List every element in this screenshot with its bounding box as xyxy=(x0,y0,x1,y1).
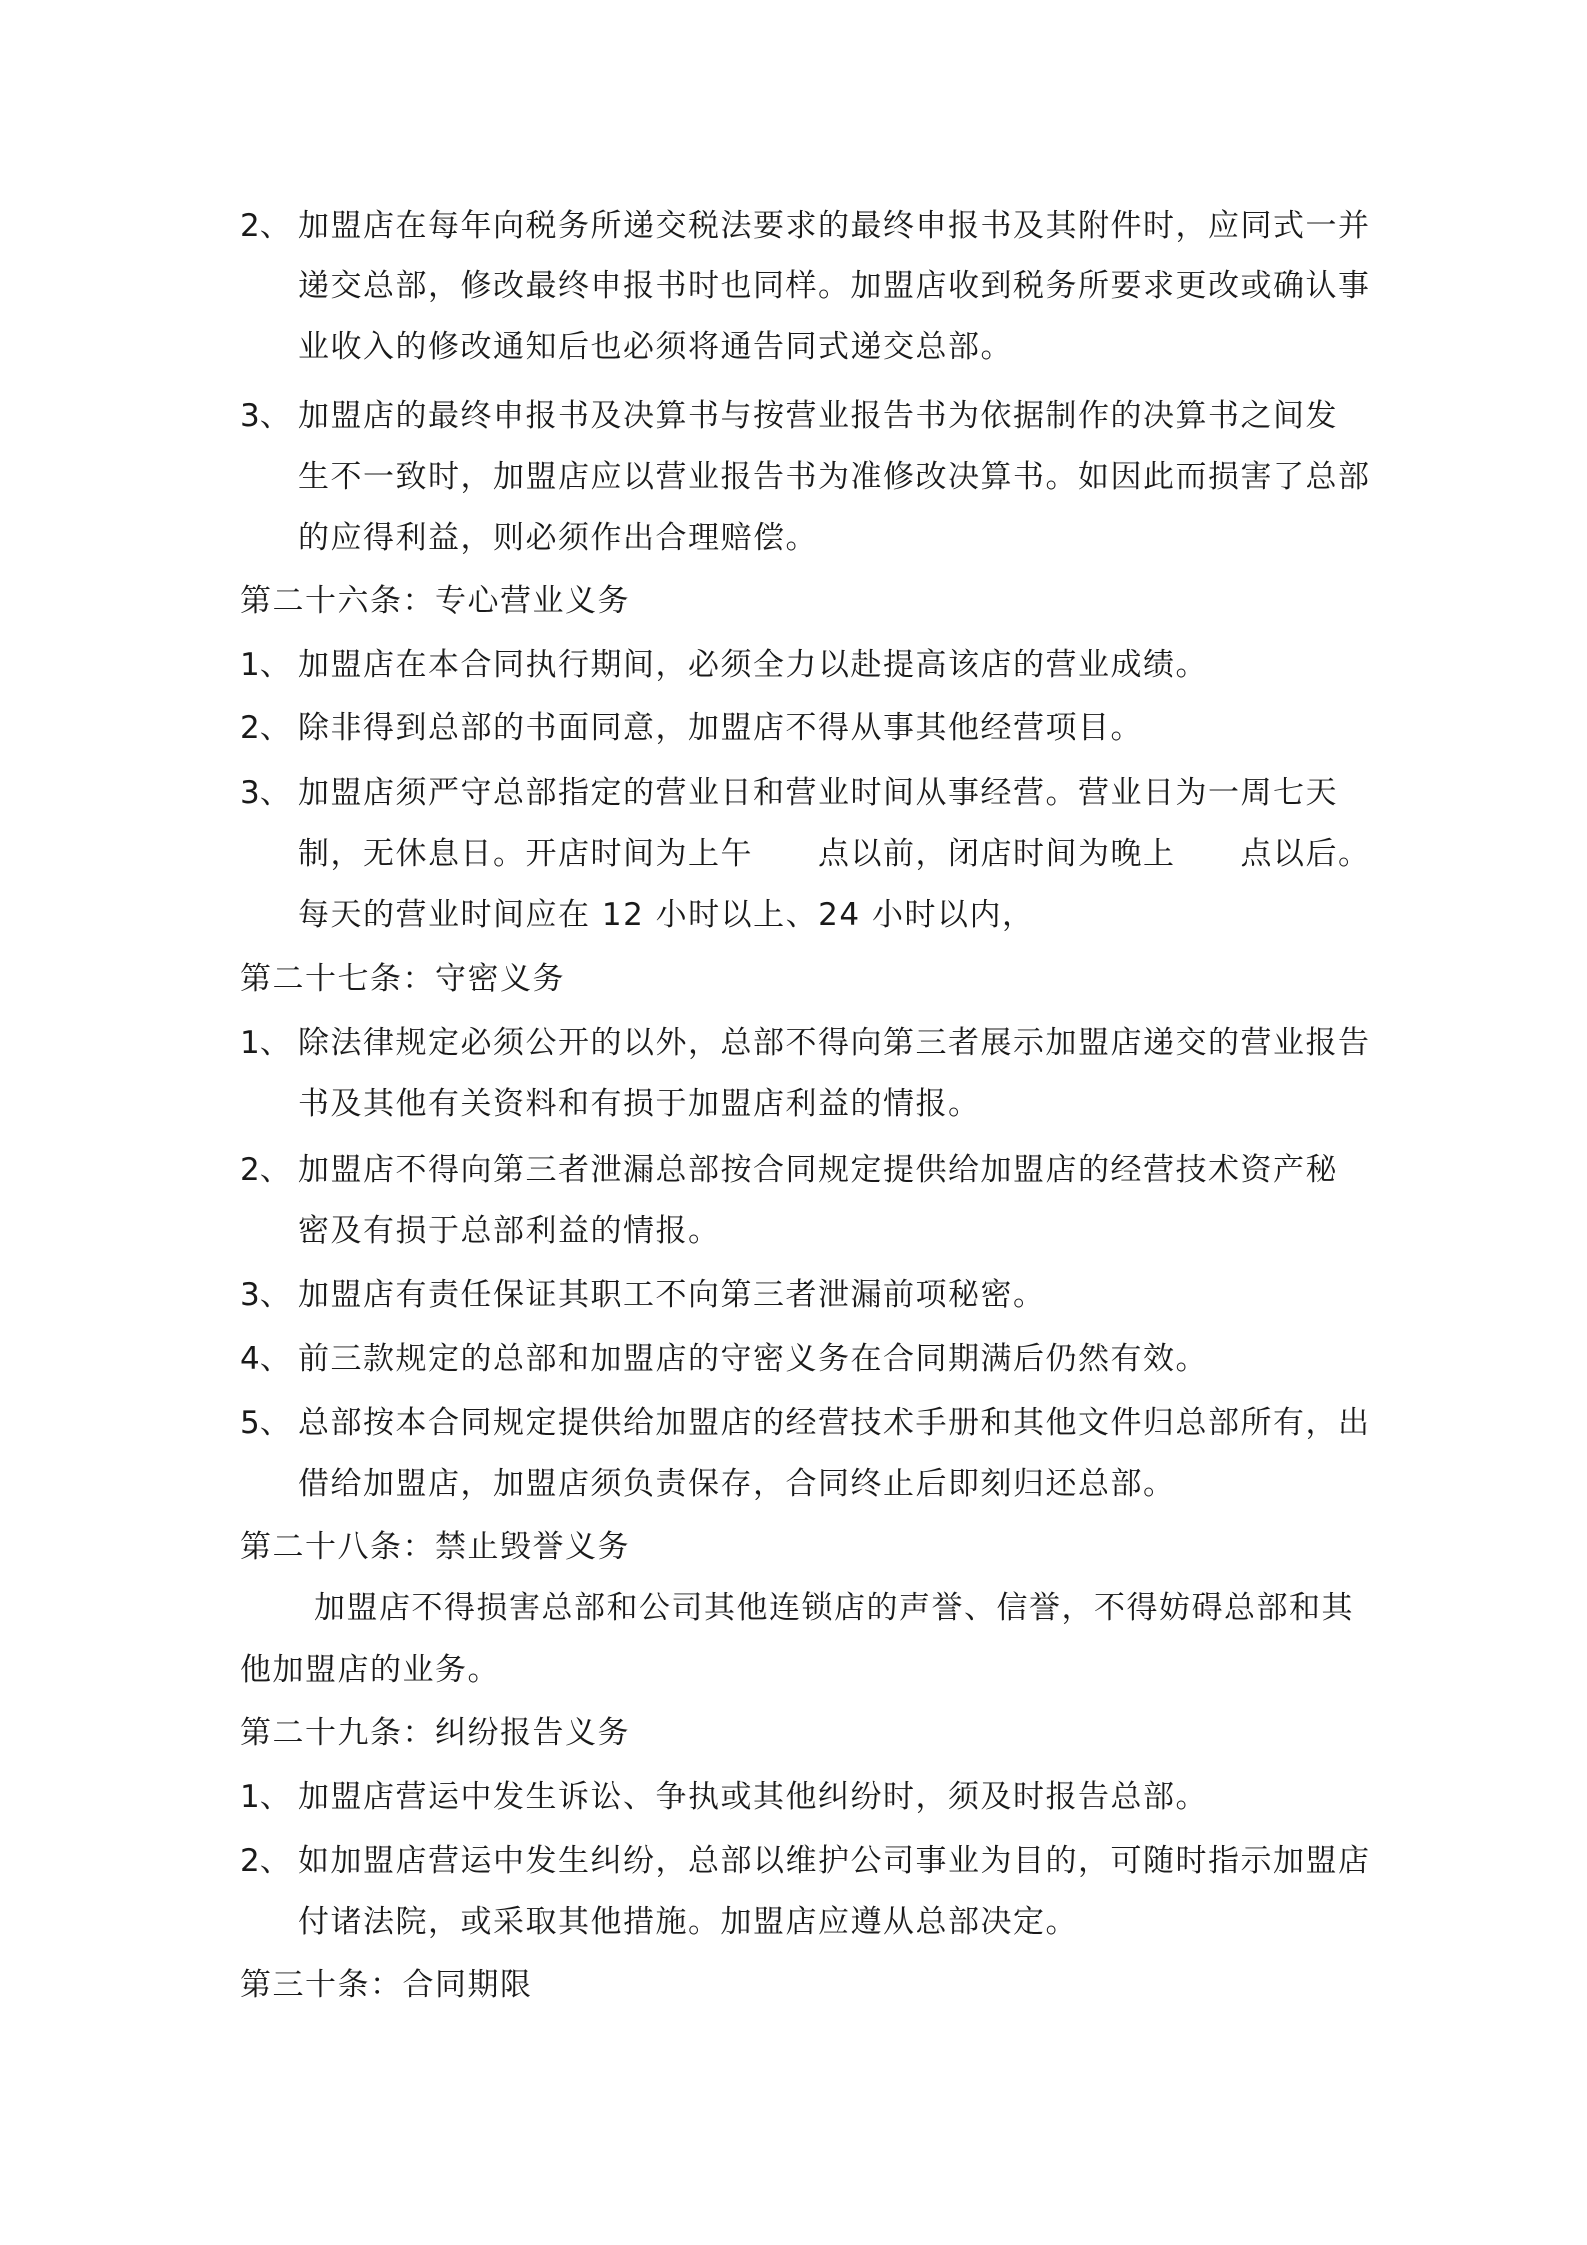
item-number: 2、 xyxy=(240,710,291,746)
article-heading: 第二十七条：守密义务 xyxy=(240,961,565,997)
item-text-line: 加盟店有责任保证其职工不向第三者泄漏前项秘密。 xyxy=(298,1277,1046,1313)
item-text-line: 加盟店在本合同执行期间，必须全力以赴提高该店的营业成绩。 xyxy=(298,647,1208,683)
item-number: 3、 xyxy=(240,775,291,811)
item-number: 3、 xyxy=(240,1277,291,1313)
item-text-line: 加盟店须严守总部指定的营业日和营业时间从事经营。营业日为一周七天 xyxy=(298,775,1338,811)
item-text-line: 生不一致时，加盟店应以营业报告书为准修改决算书。如因此而损害了总部 xyxy=(298,459,1371,495)
item-text-line: 如加盟店营运中发生纠纷，总部以维护公司事业为目的，可随时指示加盟店 xyxy=(298,1843,1371,1879)
item-number: 1、 xyxy=(240,647,291,683)
item-text-line: 总部按本合同规定提供给加盟店的经营技术手册和其他文件归总部所有，出 xyxy=(298,1405,1371,1441)
article-heading: 第三十条：合同期限 xyxy=(240,1967,533,2003)
article-heading: 第二十六条：专心营业义务 xyxy=(240,583,630,619)
item-number: 2、 xyxy=(240,1843,291,1879)
item-text-line: 加盟店营运中发生诉讼、争执或其他纠纷时，须及时报告总部。 xyxy=(298,1779,1208,1815)
item-number: 3、 xyxy=(240,398,291,434)
item-text-line: 借给加盟店，加盟店须负责保存，合同终止后即刻归还总部。 xyxy=(298,1466,1176,1502)
paragraph-line: 加盟店不得损害总部和公司其他连锁店的声誉、信誉，不得妨碍总部和其 xyxy=(314,1590,1354,1626)
item-text-line: 加盟店不得向第三者泄漏总部按合同规定提供给加盟店的经营技术资产秘 xyxy=(298,1152,1338,1188)
item-number: 1、 xyxy=(240,1025,291,1061)
item-text-line: 前三款规定的总部和加盟店的守密义务在合同期满后仍然有效。 xyxy=(298,1341,1208,1377)
item-text-line: 付诸法院，或采取其他措施。加盟店应遵从总部决定。 xyxy=(298,1904,1078,1940)
item-number: 1、 xyxy=(240,1779,291,1815)
item-text-line: 加盟店在每年向税务所递交税法要求的最终申报书及其附件时，应同式一并 xyxy=(298,208,1371,244)
item-text-line: 加盟店的最终申报书及决算书与按营业报告书为依据制作的决算书之间发 xyxy=(298,398,1338,434)
item-text-line: 的应得利益，则必须作出合理赔偿。 xyxy=(298,520,818,556)
item-text-line: 书及其他有关资料和有损于加盟店利益的情报。 xyxy=(298,1086,981,1122)
item-number: 2、 xyxy=(240,208,291,244)
item-text-line: 除法律规定必须公开的以外，总部不得向第三者展示加盟店递交的营业报告 xyxy=(298,1025,1371,1061)
item-number: 4、 xyxy=(240,1341,291,1377)
item-text-line: 递交总部，修改最终申报书时也同样。加盟店收到税务所要求更改或确认事 xyxy=(298,268,1371,304)
item-text-line: 密及有损于总部利益的情报。 xyxy=(298,1213,721,1249)
article-heading: 第二十九条：纠纷报告义务 xyxy=(240,1715,630,1751)
item-number: 2、 xyxy=(240,1152,291,1188)
item-text-line: 每天的营业时间应在 12 小时以上、24 小时以内， xyxy=(298,897,1035,933)
paragraph-line: 他加盟店的业务。 xyxy=(240,1652,500,1688)
item-text-line: 除非得到总部的书面同意，加盟店不得从事其他经营项目。 xyxy=(298,710,1143,746)
item-text-line: 业收入的修改通知后也必须将通告同式递交总部。 xyxy=(298,329,1013,365)
article-heading: 第二十八条：禁止毁誉义务 xyxy=(240,1529,630,1565)
item-text-line: 制，无休息日。开店时间为上午 点以前，闭店时间为晚上 点以后。 xyxy=(298,836,1371,872)
item-number: 5、 xyxy=(240,1405,291,1441)
